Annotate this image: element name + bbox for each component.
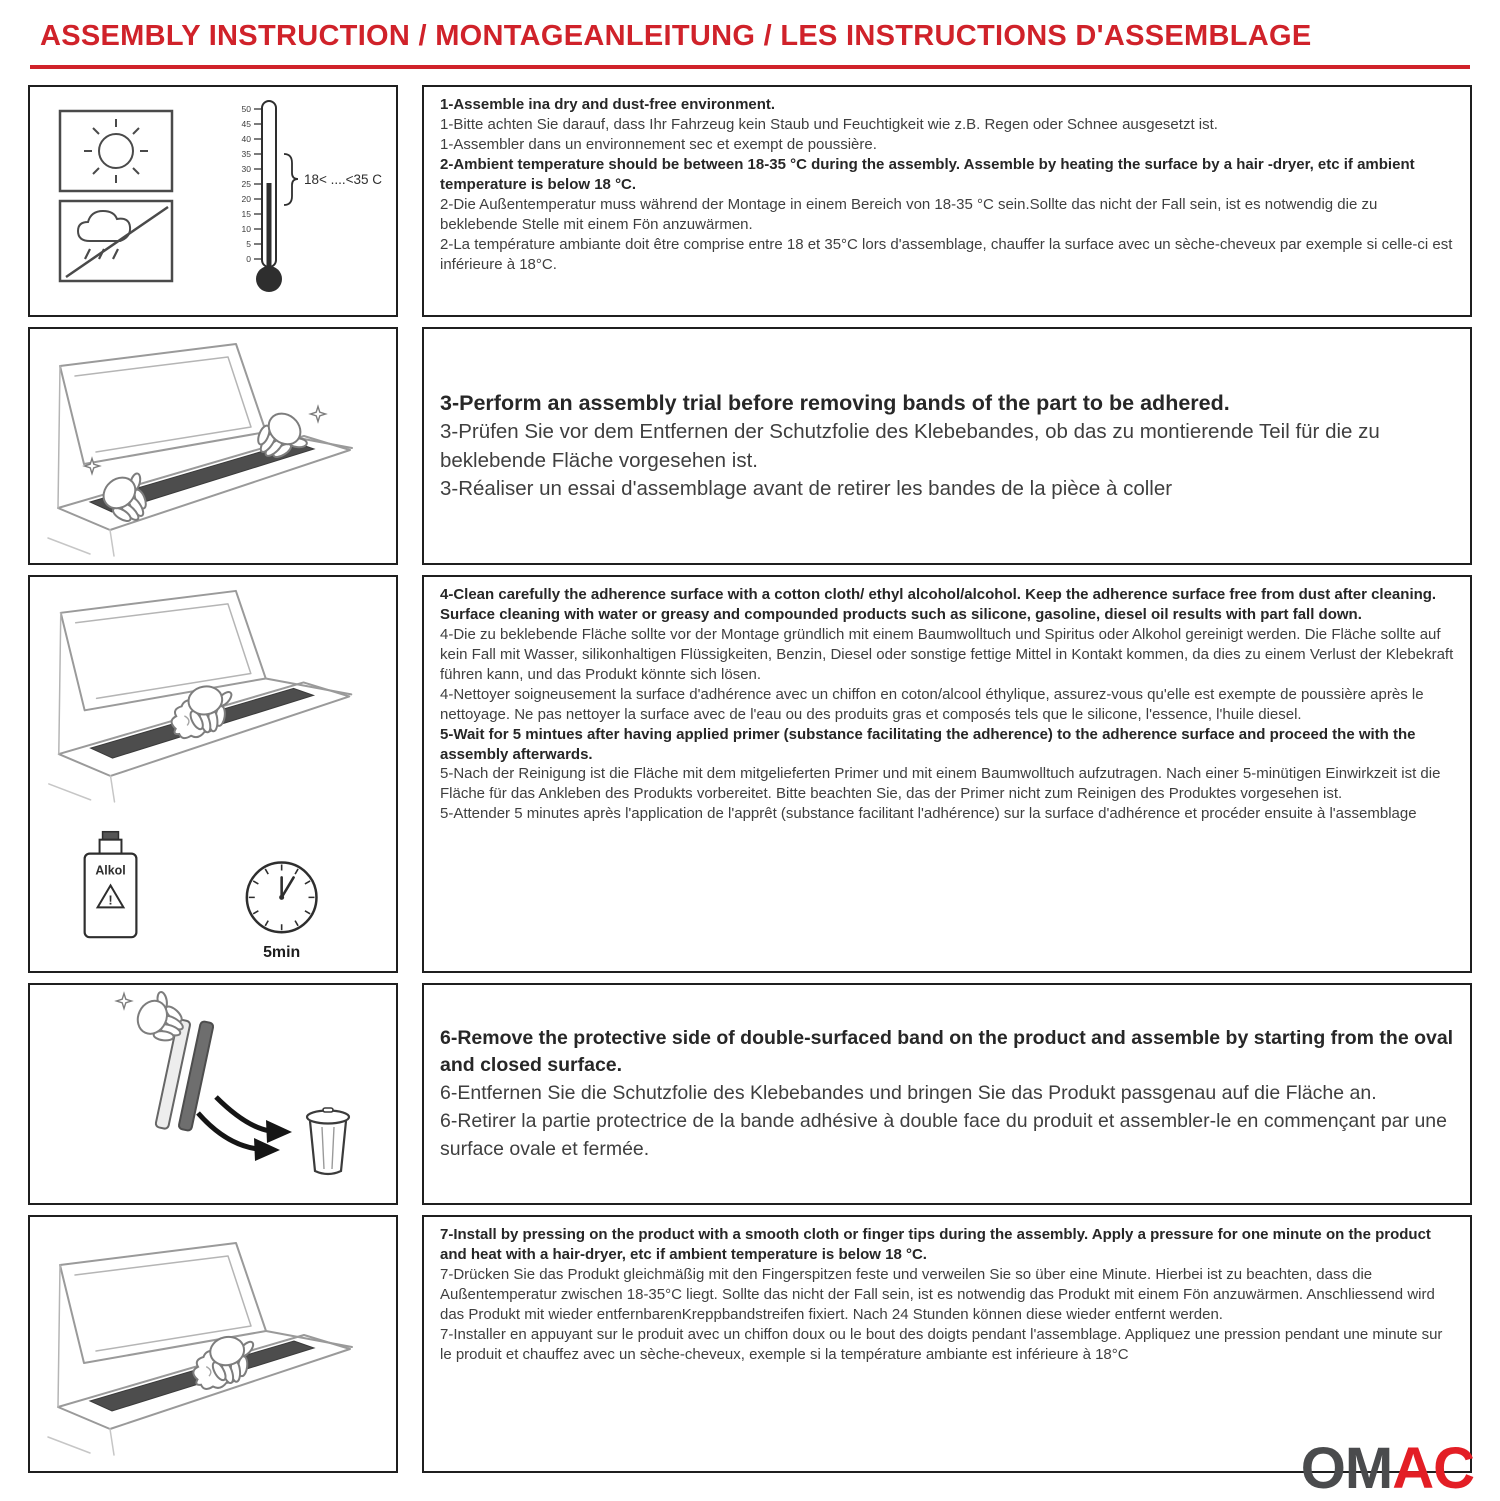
range-label: 18< ....<35 C	[304, 172, 383, 187]
header	[28, 10, 1472, 69]
instructions-step-6	[422, 983, 1472, 1205]
sparkle-icon	[117, 994, 132, 1009]
svg-text:0: 0	[246, 254, 251, 264]
clock-icon	[247, 863, 317, 962]
step6-fr: 6-Retirer la partie protectrice de la bande adhésive à double face du produit et assembler-le en commençant par une surface ovale et fermée.	[440, 1109, 1448, 1160]
assembly-trial-illustration	[30, 329, 396, 563]
alcohol-label: Alkol	[95, 863, 126, 878]
row-steps-4-5	[28, 575, 1472, 973]
sun-icon	[84, 119, 148, 183]
logo-text-om: OM	[1300, 1436, 1393, 1501]
svg-text:10: 10	[241, 224, 251, 234]
step6-en: 6-Remove the protective side of double-surfaced band on the product and assemble by starting from the oval and closed surface.	[440, 1026, 1454, 1077]
step3-fr: 3-Réaliser un essai d'assemblage avant de retirer les bandes de la pièce à coller	[440, 476, 1173, 500]
svg-text:45: 45	[241, 119, 251, 129]
step2-en: 2-Ambient temperature should be between 18-35 °C during the assembly. Assemble by heating the surface by a hair -dryer, etc if ambient temperature is below 18 °C.	[440, 155, 1415, 193]
step7-de: 7-Drücken Sie das Produkt gleichmäßig mit den Fingerspitzen feste und verweilen Sie so über eine Minute. Hierbei ist zu beachten, dass die Außentemperatur zwischen 18-35°C liegt. Sollte das nicht der Fall sein, ist es notwendig das Produkt mit einem Fön anzuwärmen. Anschliessend wird das Produkt mit wieder entfernbarenKreppbandstreifen fixiert. Nach 24 Stunden können diese wieder entfernt werden.	[440, 1265, 1435, 1323]
figure-remove-band	[28, 983, 398, 1205]
no-rain-icon	[66, 207, 168, 277]
svg-text:15: 15	[241, 209, 251, 219]
door-sill-scene	[48, 344, 352, 556]
trash-can-icon	[307, 1108, 349, 1174]
step6-de: 6-Entfernen Sie die Schutzfolie des Klebebandes und bringen Sie das Produkt passgenau auf die Fläche an.	[440, 1082, 1377, 1105]
remove-band-illustration	[30, 985, 396, 1203]
thermometer-icon	[242, 101, 383, 292]
step4-en: 4-Clean carefully the adherence surface with a cotton cloth/ ethyl alcohol/alcohol. Keep the adherence surface free from dust after cleaning. Surface cleaning with water or greasy and compounded products such as silicone, gasoline, diesel oil results with part fall down.	[440, 586, 1437, 623]
step5-fr: 5-Attender 5 minutes après l'application de l'apprêt (substance facilitant l'adhérence) sur la surface d'adhérence et procéder ensuite à l'assemblage	[440, 805, 1417, 823]
page-title: ASSEMBLY INSTRUCTION / MONTAGEANLEITUNG / LES INSTRUCTIONS D'ASSEMBLAGE	[40, 20, 1312, 52]
row-step-3	[28, 327, 1472, 565]
alcohol-bottle-icon	[85, 832, 137, 937]
discard-arrows-icon	[198, 1097, 292, 1161]
step4-fr: 4-Nettoyer soigneusement la surface d'adhérence avec un chiffon en coton/alcool éthylique, assurez-vous qu'elle est exempte de poussière après le nettoyage. Ne pas nettoyer la surface avec de l'eau ou des produits gras et composés tels que le silicone, l'essence, l'huile diesel.	[440, 685, 1424, 723]
thermometer-scale	[242, 104, 252, 264]
step5-en: 5-Wait for 5 mintues after having applied primer (substance facilitating the adherence) to the adherence surface and proceed the with the assembly afterwards.	[440, 725, 1416, 763]
range-brace	[284, 154, 298, 205]
sun-box	[60, 111, 172, 191]
step2-fr: 2-La température ambiante doit être comprise entre 18 et 35°C lors d'assemblage, chauffer la surface avec un sèche-cheveux par exemple si celle-ci est inférieure à 18°C.	[440, 235, 1453, 273]
step7-en: 7-Install by pressing on the product with a smooth cloth or finger tips during the assembly. Apply a pressure for one minute on the product and heat with a hair-dryer, etc if ambient temperature is below 18 °C.	[440, 1226, 1431, 1263]
svg-text:35: 35	[241, 149, 251, 159]
figure-environment	[28, 85, 398, 317]
step5-de: 5-Nach der Reinigung ist die Fläche mit dem mitgelieferten Primer und mit einem Baumwolltuch aufzutragen. Nach einer 5-minütigen Einwirkzeit ist die Fläche für das Ankleben des Produkts vorbereitet. Bitte beachten Sie, das der Primer nicht zum Reinigen des Produktes vorgesehen ist.	[440, 765, 1441, 803]
press-illustration	[30, 1217, 396, 1471]
step1-fr: 1-Assembler dans un environnement sec et exempt de poussière.	[440, 135, 877, 153]
figure-assembly-trial	[28, 327, 398, 565]
step4-de: 4-Die zu beklebende Fläche sollte vor der Montage gründlich mit einem Baumwolltuch und Spiritus oder Alkohol gereinigt werden. Die Fläche sollte auf kein Fall mit Wasser, silikonhaltigen Flüssigkeiten, Benzin, Diesel oder sonstige fettige Mittel in Kontakt kommen, da dies zu einem Verlust der Klebekraft führen kann, und das Produkt könnte sich lösen.	[440, 625, 1454, 683]
step3-de: 3-Prüfen Sie vor dem Entfernen der Schutzfolie des Klebebandes, ob das zu montierende Teil für die zu beklebende Fläche vorgesehen ist.	[440, 420, 1380, 472]
omac-logo	[1300, 1436, 1474, 1501]
svg-text:40: 40	[241, 134, 251, 144]
step3-en: 3-Perform an assembly trial before removing bands of the part to be adhered.	[440, 390, 1230, 415]
title-underline	[30, 65, 1470, 69]
instructions-step-3	[422, 327, 1472, 565]
row-step-6	[28, 983, 1472, 1205]
instructions-steps-4-5	[422, 575, 1472, 973]
step2-de: 2-Die Außentemperatur muss während der Montage in einem Bereich von 18-35 °C sein.Sollte das nicht der Fall sein, ist es notwendig die zu beklebende Stelle mit einem Fön anzuwärmen.	[440, 195, 1378, 233]
cleaning-illustration	[30, 577, 396, 971]
step1-de: 1-Bitte achten Sie darauf, dass Ihr Fahrzeug kein Staub und Feuchtigkeit wie z.B. Regen oder Schnee ausgesetzt ist.	[440, 115, 1218, 133]
step7-fr: 7-Installer en appuyant sur le produit avec un chiffon doux ou le bout des doigts pendant l'assemblage. Appliquez une pression pendant une minute sur le produit et chauffez avec un sèche-cheveux, exemple si la température ambiante est inférieure à 18°C	[440, 1325, 1443, 1363]
thermometer-ticks	[254, 109, 262, 259]
svg-text:50: 50	[241, 104, 251, 114]
figure-press	[28, 1215, 398, 1473]
svg-text:25: 25	[241, 179, 251, 189]
environment-illustration	[30, 87, 396, 315]
row-step-7	[28, 1215, 1472, 1473]
door-sill-scene	[48, 1243, 352, 1455]
instructions-steps-1-2	[422, 85, 1472, 317]
svg-text:30: 30	[241, 164, 251, 174]
instructions-step-7	[422, 1215, 1472, 1473]
sparkle-icon	[311, 407, 326, 422]
svg-text:5: 5	[246, 239, 251, 249]
logo-text-ac: AC	[1392, 1436, 1474, 1501]
clock-label: 5min	[263, 944, 301, 962]
figure-cleaning	[28, 575, 398, 973]
no-rain-box	[60, 201, 172, 281]
row-steps-1-2	[28, 85, 1472, 317]
step1-en: 1-Assemble ina dry and dust-free environment.	[440, 96, 776, 113]
svg-text:20: 20	[241, 194, 251, 204]
svg-text:!: !	[108, 892, 113, 908]
